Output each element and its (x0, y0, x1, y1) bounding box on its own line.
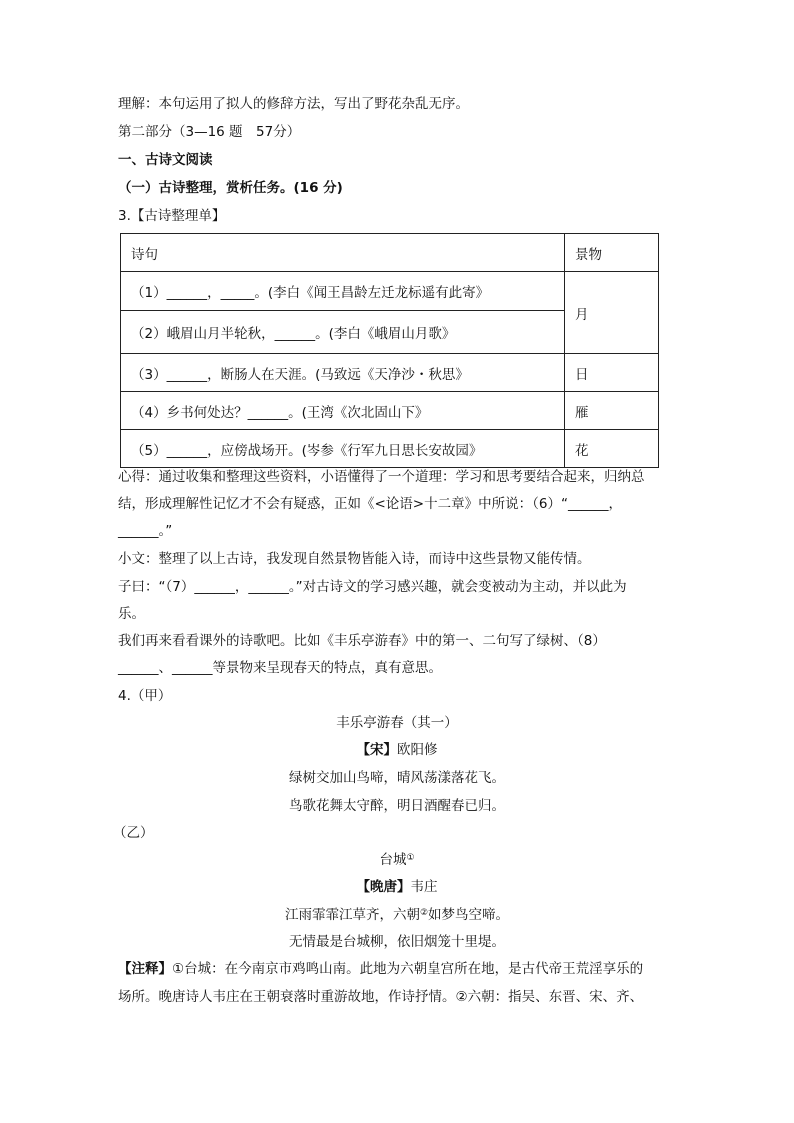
annotation-line: 场所。晚唐诗人韦庄在王朝衰落时重游故地，作诗抒情。②六朝：指吴、东晋、宋、齐、 (118, 989, 644, 1005)
subsection-heading: （一）古诗整理，赏析任务。(16 分) (118, 180, 343, 196)
footnote-marker: ① (406, 853, 415, 863)
paragraph-line: ______。” (118, 523, 173, 539)
poem-cell: （5）______，应傍战场开。(岑参《行军九日思长安故园》 (121, 430, 565, 468)
paragraph-line: ______、______等景物来呈现春天的特点，真有意思。 (118, 660, 442, 676)
poem-dynasty: 【晚唐】 (356, 879, 411, 895)
poem-line-part: 江雨霏霏江草齐，六朝 (284, 907, 420, 923)
paragraph-line: 乐。 (118, 606, 145, 622)
footnote-marker: ② (419, 908, 429, 918)
poem-author-line (0, 877, 794, 897)
reading-heading: 一、古诗文阅读 (118, 152, 213, 168)
paragraph-line: 小文：整理了以上古诗，我发现自然景物皆能入诗，而诗中这些景物又能传情。 (118, 551, 591, 567)
table-row (121, 430, 659, 468)
poem-author: 欧阳修 (397, 742, 438, 758)
poem-organization-table (120, 233, 659, 468)
question-3-title: 3.【古诗整理单】 (118, 208, 226, 224)
poem-line (0, 905, 794, 925)
poem-author-line (0, 740, 794, 760)
poem-cell: （3）______，断肠人在天涯。(马致远《天净沙・秋思》 (121, 354, 565, 392)
scene-cell: 花 (565, 430, 659, 468)
paragraph-line: 结，形成理解性记忆才不会有疑惑，正如《<论语>十二章》中所说：（6）“______， (118, 496, 622, 512)
annotation-text: ①台城：在今南京市鸡鸣山南。此地为六朝皇宫所在地，是古代帝王荒淫享乐的 (172, 961, 644, 977)
poem-line: 绿树交加山鸟啼，晴风荡漾落花飞。 (289, 770, 505, 786)
annotation-line (118, 959, 643, 979)
annotation-label: 【注释】 (118, 961, 172, 977)
paragraph-line: 我们再来看看课外的诗歌吧。比如《丰乐亭游春》中的第一、二句写了绿树、（8） (118, 633, 606, 649)
passage-b-label: （乙） (113, 825, 154, 841)
paragraph-line: 心得：通过收集和整理这些资料，小语懂得了一个道理：学习和思考要结合起来，归纳总 (118, 469, 645, 485)
poem-cell: （2）峨眉山月半轮秋，______。(李白《峨眉山月歌》 (121, 311, 565, 354)
table-row (121, 272, 659, 311)
poem-cell: （1）______，_____。(李白《闻王昌龄左迁龙标遥有此寄》 (121, 272, 565, 311)
scene-cell: 日 (565, 354, 659, 392)
table-header-row (121, 234, 659, 272)
scene-cell: 雁 (565, 392, 659, 430)
poem-line: 鸟歌花舞太守醉，明日酒醒春已归。 (289, 798, 505, 814)
answer-explanation-text: 理解：本句运用了拟人的修辞方法，写出了野花杂乱无序。 (118, 96, 469, 112)
poem-line-part: 如梦鸟空啼。 (428, 907, 510, 923)
question-4-label: 4.（甲） (118, 688, 172, 704)
poem-author: 韦庄 (410, 879, 438, 895)
poem-title: 丰乐亭游春（其一） (336, 715, 458, 731)
section-two-heading: 第二部分（3—16 题 57分） (118, 124, 301, 140)
header-poem: 诗句 (121, 234, 565, 272)
poem-title (0, 850, 794, 870)
paragraph-line: 子曰：“（7）______，______。”对古诗文的学习感兴趣，就会变被动为主动，并以此为 (118, 579, 627, 595)
scene-cell-moon: 月 (565, 272, 659, 354)
poem-line: 无情最是台城柳，依旧烟笼十里堤。 (289, 934, 505, 950)
table-row (121, 354, 659, 392)
poem-dynasty: 【宋】 (356, 742, 397, 758)
header-scene: 景物 (565, 234, 659, 272)
table-row (121, 392, 659, 430)
poem-title-text: 台城 (379, 852, 407, 868)
poem-cell: （4）乡书何处达？______。(王湾《次北固山下》 (121, 392, 565, 430)
